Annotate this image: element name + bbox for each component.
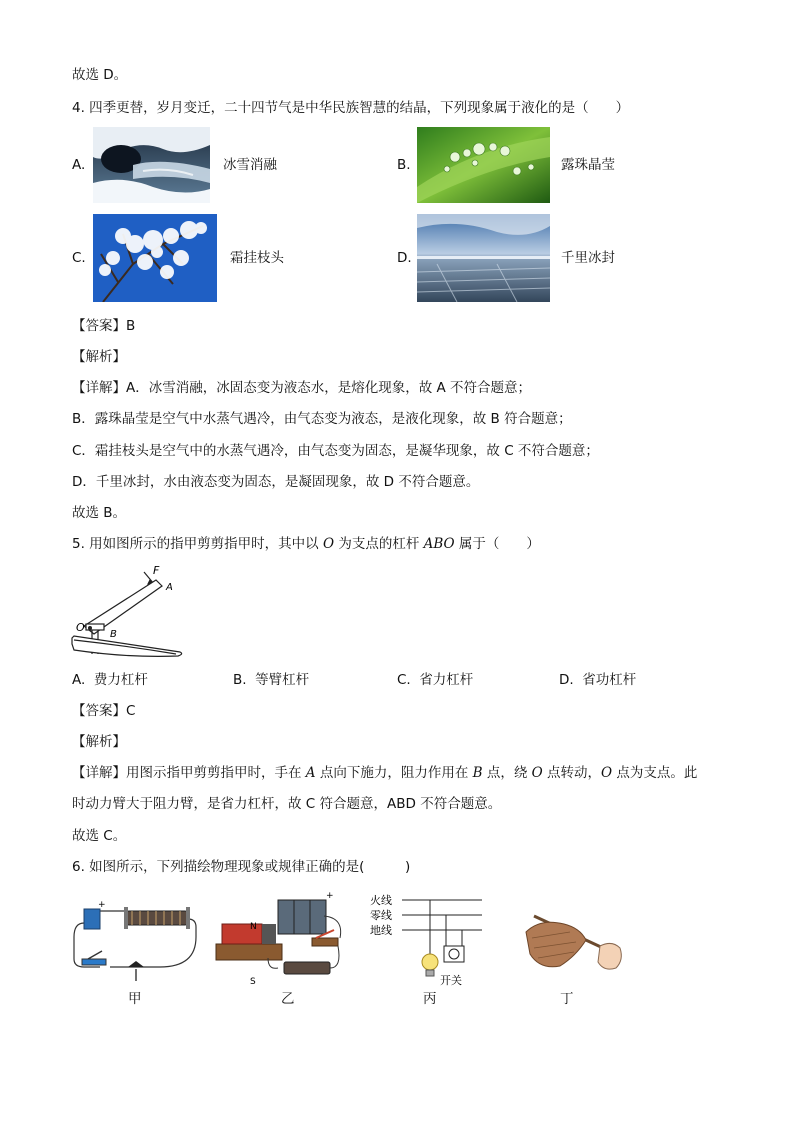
q5-option-a[interactable]: A. 费力杠杆 — [72, 672, 148, 688]
q5-detail-1: 【详解】用图示指甲剪剪指甲时，手在 A 点向下施力，阻力作用在 B 点，绕 O 点转动，O 点为支点。此 — [72, 765, 698, 781]
frost-branch-photo — [93, 214, 217, 302]
yi-pole-n: N — [250, 922, 257, 932]
q6-figure-jia-label: 甲 — [128, 991, 142, 1007]
q4-option-c-text: 霜挂枝头 — [230, 250, 284, 266]
q4-analysis-title: 【解析】 — [72, 349, 126, 365]
q4-conclusion: 故选 B。 — [72, 505, 127, 521]
label-f: F — [153, 564, 160, 577]
label-o: O — [76, 621, 85, 634]
q4-option-a-text: 冰雪消融 — [223, 157, 277, 173]
q4-option-b-text: 露珠晶莹 — [561, 157, 615, 173]
label-b: B — [110, 629, 117, 640]
q4-option-c-letter[interactable]: C. — [72, 250, 86, 266]
q4-detail-1: 【详解】A．冰雪消融，冰固态变为液态水，是熔化现象，故 A 不符合题意； — [72, 380, 532, 396]
q5-option-b[interactable]: B. 等臂杠杆 — [233, 672, 310, 688]
frozen-lake-photo — [417, 214, 550, 302]
jia-plus-sign: + — [98, 900, 106, 910]
yi-pole-s: S — [250, 977, 256, 986]
previous-answer-conclusion: 故选 D。 — [72, 67, 128, 83]
q4-detail-3: C．霜挂枝头是空气中的水蒸气遇冷，由气态变为固态，是凝华现象，故 C 不符合题意； — [72, 443, 599, 459]
q4-answer: 【答案】B — [72, 318, 136, 334]
figure-jia-circuit — [70, 897, 206, 987]
q4-stem: 4. 四季更替，岁月变迁，二十四节气是中华民族智慧的结晶，下列现象属于液化的是（ ） — [72, 100, 630, 116]
q6-figure-bing-label: 丙 — [423, 991, 437, 1007]
nail-clipper-diagram — [68, 558, 188, 664]
q4-option-d-letter[interactable]: D. — [397, 250, 412, 266]
q6-figure-yi-label: 乙 — [281, 991, 295, 1007]
melting-ice-photo — [93, 127, 210, 203]
q4-detail-4: D．千里冰封，水由液态变为固态，是凝固现象，故 D 不符合题意。 — [72, 474, 480, 490]
q6-stem: 6. 如图所示，下列描绘物理现象或规律正确的是( ) — [72, 859, 411, 875]
q4-detail-2: B．露珠晶莹是空气中水蒸气遇冷，由气态变为液态，是液化现象，故 B 符合题意； — [72, 411, 572, 427]
figure-bing-household-circuit — [368, 892, 486, 988]
q5-option-c[interactable]: C. 省力杠杆 — [397, 672, 474, 688]
label-a: A — [166, 582, 173, 593]
bing-neutral-wire-label: 零线 — [370, 909, 392, 922]
q6-figure-ding-label: 丁 — [560, 991, 574, 1007]
bing-switch-label: 开关 — [440, 974, 462, 987]
figure-yi-electromagnet — [212, 888, 348, 986]
q5-stem: 5. 用如图所示的指甲剪剪指甲时，其中以 O 为支点的杠杆 ABO 属于（ ） — [72, 536, 540, 552]
q5-analysis-title: 【解析】 — [72, 734, 126, 750]
q5-detail-2: 时动力臂大于阻力臂，是省力杠杆，故 C 符合题意，ABD 不符合题意。 — [72, 796, 502, 812]
q4-option-a-letter[interactable]: A. — [72, 157, 86, 173]
q4-option-b-letter[interactable]: B. — [397, 157, 411, 173]
q5-option-d[interactable]: D. 省功杠杆 — [559, 672, 637, 688]
dewdrops-leaf-photo — [417, 127, 550, 203]
bing-live-wire-label: 火线 — [370, 894, 392, 907]
q5-answer: 【答案】C — [72, 703, 136, 719]
bing-ground-wire-label: 地线 — [370, 924, 392, 937]
figure-ding-rubbing-rod — [520, 910, 626, 982]
yi-plus-sign: + — [326, 891, 334, 901]
q4-option-d-text: 千里冰封 — [561, 250, 615, 266]
q5-conclusion: 故选 C。 — [72, 828, 127, 844]
